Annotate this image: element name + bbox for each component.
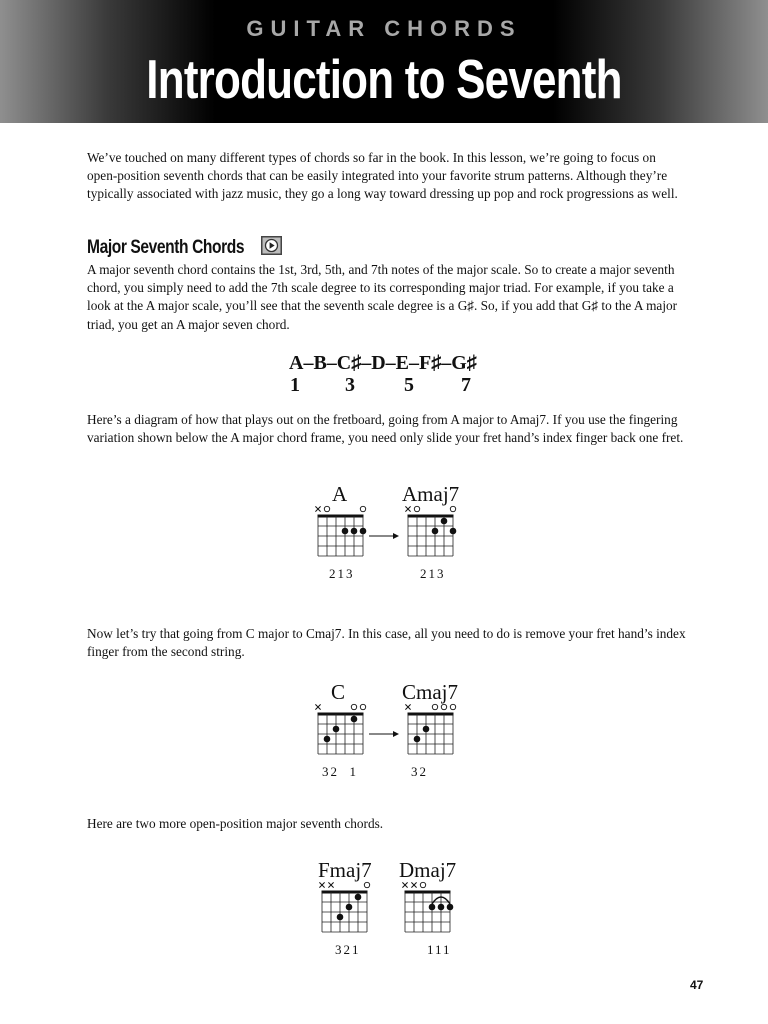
finger-dot [414,736,421,743]
chord-fingering: 321 [335,942,361,957]
chord-fingering: 213 [329,566,355,581]
finger-dot [337,914,344,921]
open-string-marker [414,506,419,511]
finger-dot [346,904,353,911]
paragraph-more-chords: Here are two more open-position major seventh chords. [87,816,384,831]
open-string-marker [432,704,437,709]
muted-string-marker [315,506,320,511]
degree-1: 1 [290,374,300,396]
chord-name: Dmaj7 [399,858,457,882]
muted-string-marker [405,704,410,709]
arrow-icon [368,729,400,739]
muted-string-marker [411,882,416,887]
chord-frame [312,504,372,566]
degree-3: 3 [345,374,355,396]
muted-string-marker [315,704,320,709]
scale-notes: A–B–C♯–D–E–F♯–G♯ [289,352,477,374]
muted-string-marker [319,882,324,887]
chord-fingering: 32 [411,764,428,779]
finger-dot [429,904,436,911]
muted-string-marker [402,882,407,887]
chord-name: Fmaj7 [318,858,372,882]
open-string-marker [420,882,425,887]
chord-frame [316,880,376,942]
chord-name: Cmaj7 [402,680,458,704]
degree-7: 7 [461,374,471,396]
open-string-marker [441,704,446,709]
paragraph-a-to-amaj7: Here’s a diagram of how that plays out on the fretboard, going from A major to Amaj7. If you use the fingering variation shown below the A major chord frame, you need only slide your fret hand’s index finger back one fret. [87,412,684,446]
arrow-icon [368,531,400,541]
open-string-marker [450,704,455,709]
intro-paragraph: We’ve touched on many different types of chords so far in the book. In this lesson, we’re going to focus on open-position seventh chords that can be easily integrated into your favorite strum patterns. Although they’re typically associated with jazz music, they go a long way toward dressing up pop and rock progressions as well. [87,150,678,202]
finger-dot [351,528,358,535]
finger-dot [355,894,362,901]
finger-dot [333,726,340,733]
finger-dot [432,528,439,535]
finger-dot [450,528,457,535]
chord-frame [402,702,462,764]
finger-dot [447,904,454,911]
section-heading-text: Major Seventh Chords [87,237,245,258]
open-string-marker [364,882,369,887]
finger-dot [360,528,367,535]
finger-dot [423,726,430,733]
muted-string-marker [328,882,333,887]
finger-dot [342,528,349,535]
open-string-marker [324,506,329,511]
chord-name: A [332,482,348,506]
chord-fingering: 213 [420,566,446,581]
chord-fingering: 32 1 [322,764,358,779]
chord-frame [402,504,462,566]
chord-frame [312,702,372,764]
paragraph-c-to-cmaj7: Now let’s try that going from C major to Cmaj7. In this case, all you need to do is remove your fret hand’s index finger from the second string. [87,626,686,660]
open-string-marker [360,704,365,709]
page-title: Introduction to Seventh Chords [146,48,622,180]
finger-dot [441,518,448,525]
chord-frame [399,880,459,942]
section-heading [87,236,282,260]
page-number: 47 [690,978,704,992]
finger-dot [438,904,445,911]
open-string-marker [360,506,365,511]
finger-dot [351,716,358,723]
chord-name: Amaj7 [402,482,460,506]
play-video-icon[interactable] [261,236,282,260]
open-string-marker [351,704,356,709]
open-string-marker [450,506,455,511]
finger-dot [324,736,331,743]
chord-fingering: 111 [427,942,452,957]
degree-5: 5 [404,374,414,396]
chord-name: C [331,680,346,704]
section-kicker: GUITAR CHORDS [246,16,522,41]
muted-string-marker [405,506,410,511]
section-body: A major seventh chord contains the 1st, 3rd, 5th, and 7th notes of the major scale. So to create a major seventh chord, you simply need to add the 7th scale degree to its corresponding major triad. For example, if you take a look at the A major scale, you’ll see that the seventh scale degree is a G♯. So, if you add that G♯ to the A major triad, you get an A major seven chord. [87,262,678,332]
